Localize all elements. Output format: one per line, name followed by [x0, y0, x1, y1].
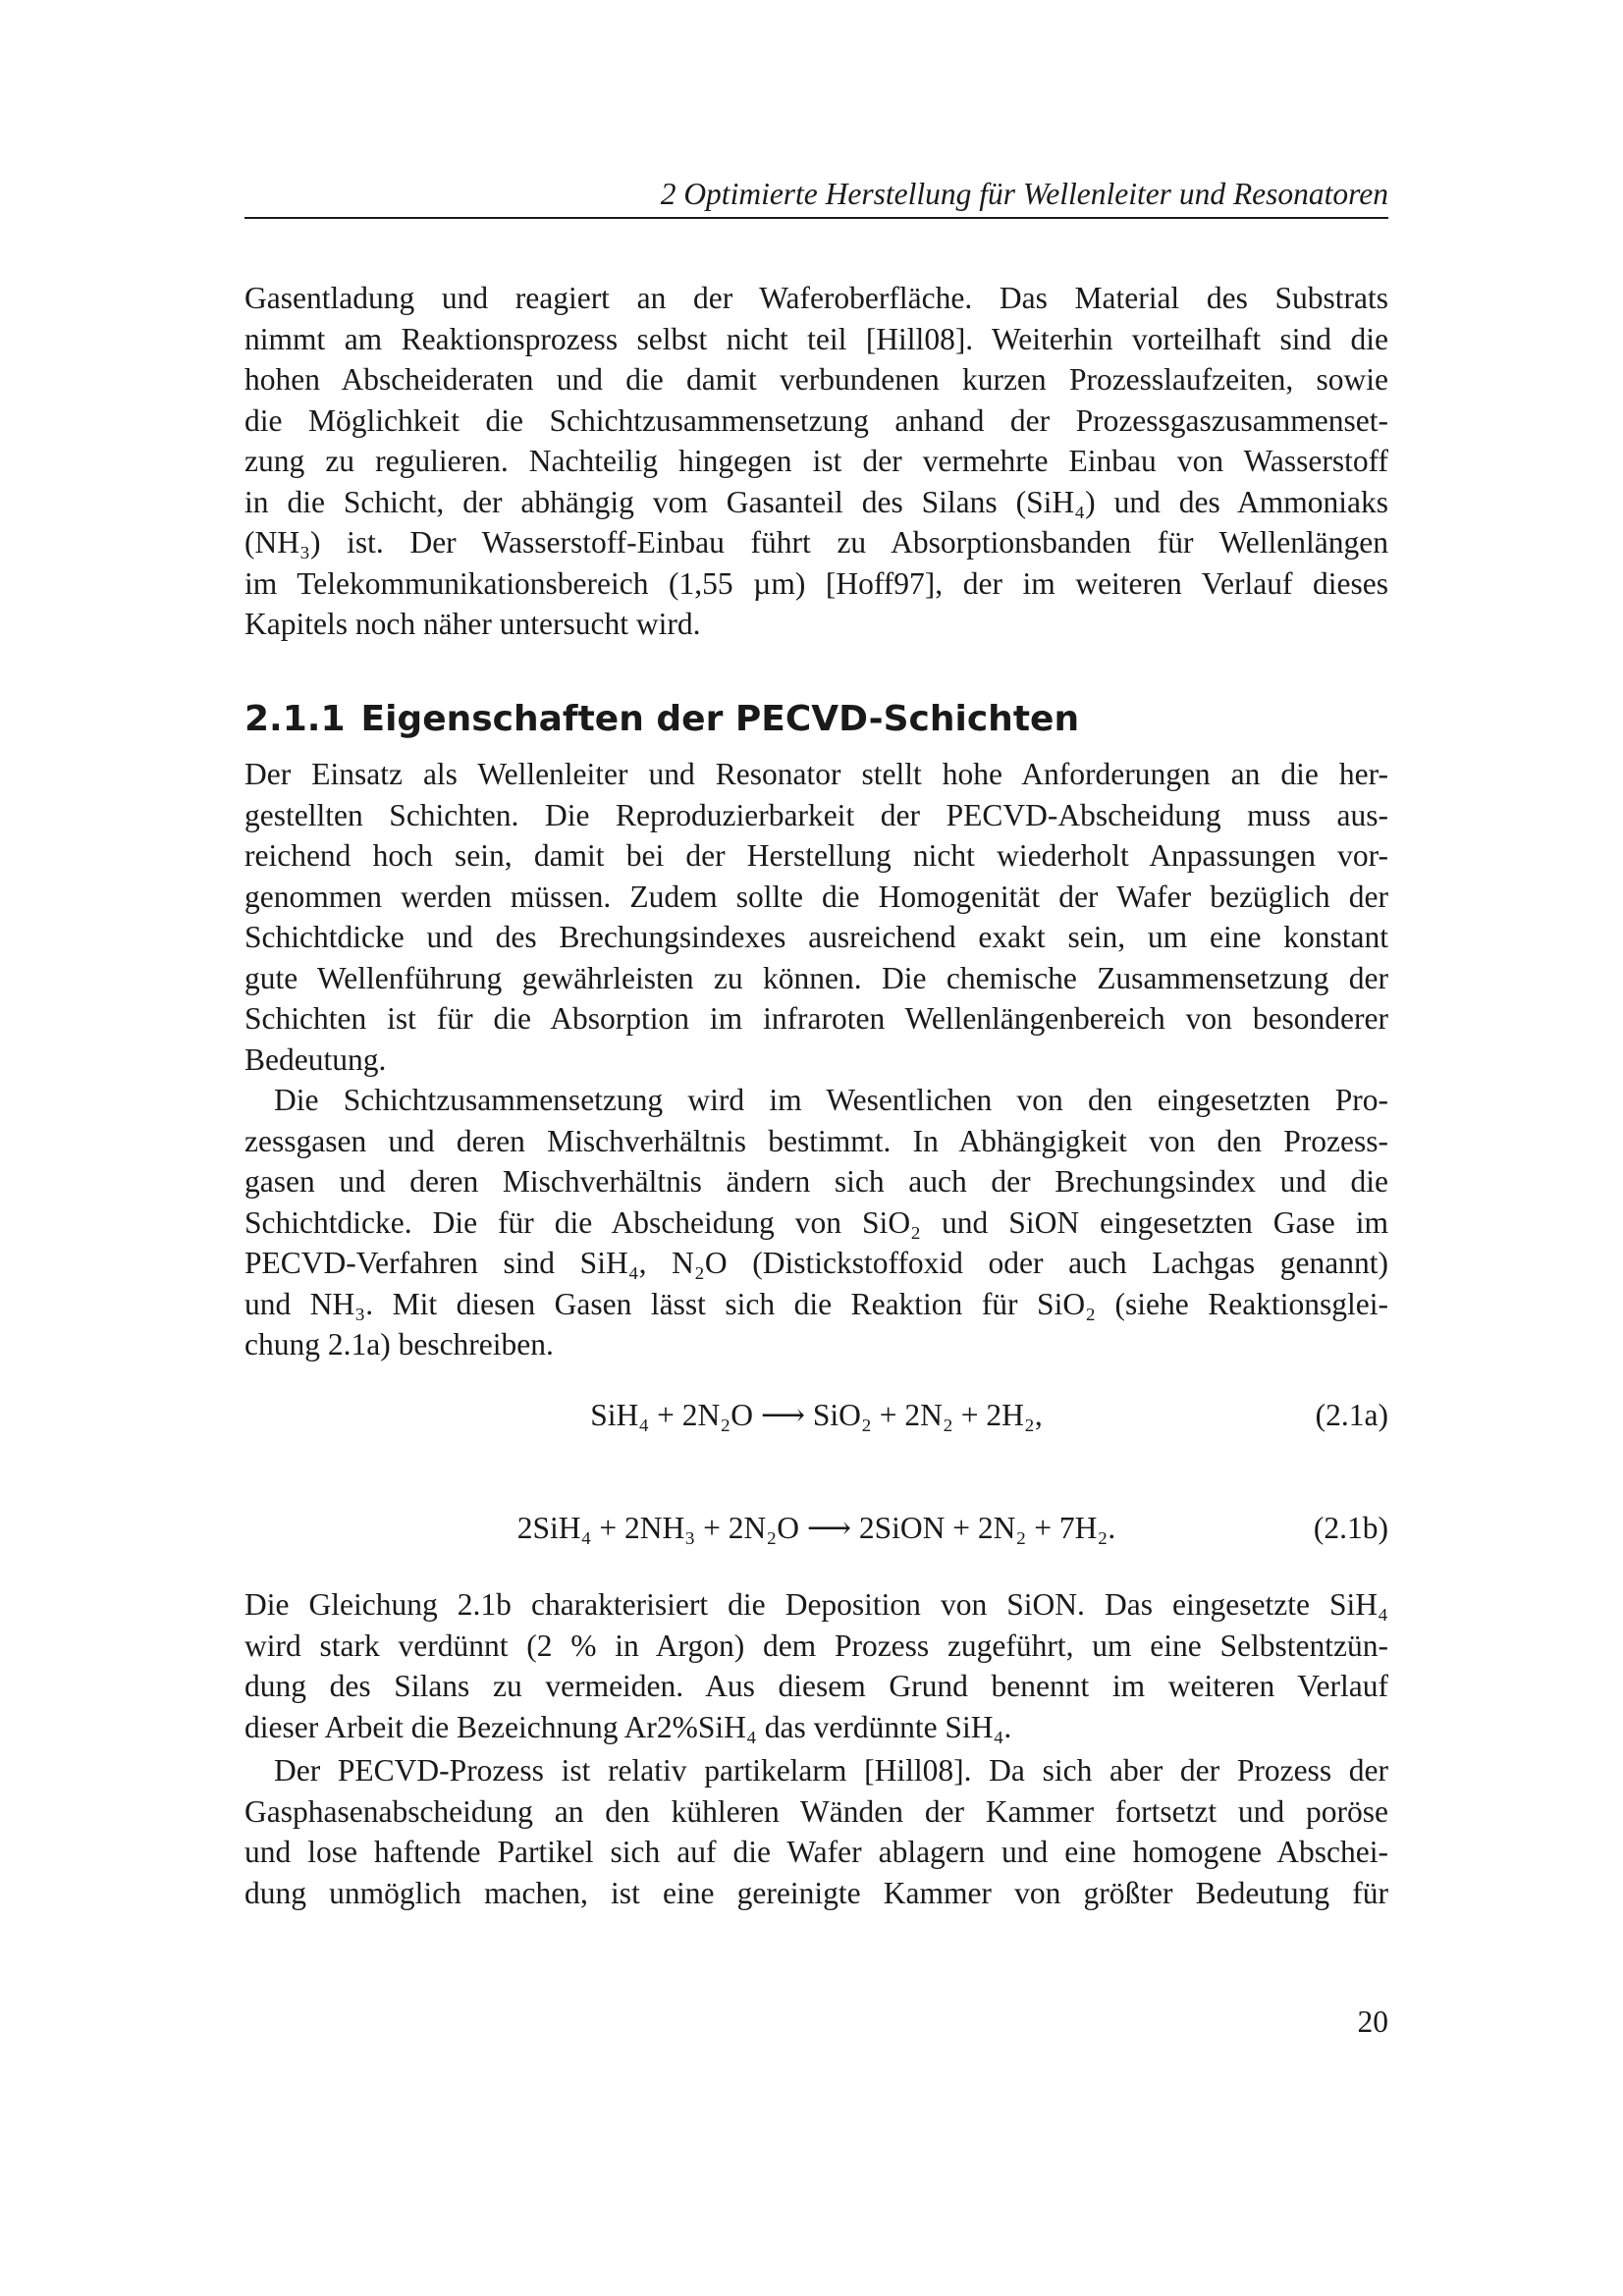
text-line: und lose haftende Partikel sich auf die Wafer ablagern und eine homogene Abschei-	[244, 1835, 1388, 1869]
text-line: nimmt am Reaktionsprozess selbst nicht teil [Hill08]. Weiterhin vorteilhaft sind die	[244, 321, 1388, 356]
section-heading	[244, 697, 1388, 742]
text-line: Schichten ist für die Absorption im infraroten Wellenlängenbereich von besonderer	[244, 1001, 1388, 1036]
paragraph-3	[244, 1080, 1388, 1365]
text-line: Bedeutung.	[244, 1041, 387, 1077]
header-rule	[244, 217, 1388, 219]
text-line: hohen Abscheideraten und die damit verbundenen kurzen Prozesslaufzeiten, sowie	[244, 362, 1388, 397]
text-line: dieser Arbeit die Bezeichnung Ar2%SiH₄ das verdünnte SiH₄.	[244, 1709, 1012, 1744]
text-line: Gasentladung und reagiert an der Waferoberfläche. Das Material des Substrats	[244, 281, 1388, 315]
equation-label: (2.1a)	[1315, 1398, 1388, 1432]
page-number: 20	[1357, 2004, 1388, 2039]
text-line: genommen werden müssen. Zudem sollte die Homogenität der Wafer bezüglich der	[244, 879, 1388, 914]
equation-expression: 2SiH₄ + 2NH₃ + 2N₂O ⟶ 2SiON + 2N₂ + 7H₂.	[516, 1511, 1116, 1545]
text-line: gute Wellenführung gewährleisten zu können. Die chemische Zusammensetzung der	[244, 960, 1388, 995]
text-line: wird stark verdünnt (2 % in Argon) dem Prozess zugeführt, um eine Selbstentzün-	[244, 1628, 1388, 1663]
text-line: Schichtdicke und des Brechungsindexes ausreichend exakt sein, um eine konstant	[244, 920, 1388, 954]
text-line: reichend hoch sein, damit bei der Herstellung nicht wiederholt Anpassungen vor-	[244, 838, 1388, 873]
text-line: in die Schicht, der abhängig vom Gasanteil des Silans (SiH₄) und des Ammoniaks	[244, 484, 1388, 519]
text-line: Gasphasenabscheidung an den kühleren Wänden der Kammer fortsetzt und poröse	[244, 1793, 1388, 1829]
paragraph-2	[244, 754, 1388, 1080]
equation-expression: SiH₄ + 2N₂O ⟶ SiO₂ + 2N₂ + 2H₂,	[590, 1398, 1043, 1432]
equation-2-1a	[244, 1394, 1388, 1437]
section-number: 2.1.1	[244, 699, 346, 739]
text-line: zung zu regulieren. Nachteilig hingegen ist der vermehrte Einbau von Wasserstoff	[244, 444, 1388, 478]
text-line: und NH₃. Mit diesen Gasen lässt sich die Reaktion für SiO₂ (siehe Reaktionsglei-	[244, 1286, 1388, 1321]
text-line: Die Schichtzusammensetzung wird im Wesentlichen von den eingesetzten Pro-	[274, 1083, 1388, 1117]
text-line: zessgasen und deren Mischverhältnis bestimmt. In Abhängigkeit von den Prozess-	[244, 1123, 1388, 1158]
intro-paragraph	[244, 278, 1388, 645]
equation-label: (2.1b)	[1313, 1511, 1388, 1545]
text-line: gestellten Schichten. Die Reproduzierbarkeit der PECVD-Abscheidung muss aus-	[244, 797, 1388, 832]
text-line: Der Einsatz als Wellenleiter und Resonator stellt hohe Anforderungen an die her-	[244, 757, 1388, 791]
paragraph-4	[244, 1584, 1388, 1747]
paragraph-5	[244, 1750, 1388, 1913]
text-line: Der PECVD-Prozess ist relativ partikelarm [Hill08]. Da sich aber der Prozess der	[274, 1753, 1388, 1788]
text-line: Kapitels noch näher untersucht wird.	[244, 607, 701, 641]
text-line: PECVD-Verfahren sind SiH₄, N₂O (Distickstoffoxid oder auch Lachgas genannt)	[244, 1246, 1388, 1280]
text-line: dung des Silans zu vermeiden. Aus diesem Grund benennt im weiteren Verlauf	[244, 1669, 1388, 1703]
text-line: Schichtdicke. Die für die Abscheidung von SiO₂ und SiON eingesetzten Gase im	[244, 1204, 1388, 1240]
text-line: die Möglichkeit die Schichtzusammensetzung anhand der Prozessgaszusammenset-	[244, 402, 1388, 438]
running-header: 2 Optimierte Herstellung für Wellenleiter und Resonatoren	[660, 177, 1388, 211]
equation-2-1b	[244, 1507, 1388, 1550]
text-line: (NH₃) ist. Der Wasserstoff-Einbau führt zu Absorptionsbanden für Wellenlängen	[244, 525, 1388, 560]
text-line: im Telekommunikationsbereich (1,55 µm) [Hoff97], der im weiteren Verlauf dieses	[244, 565, 1388, 601]
text-line: chung 2.1a) beschreiben.	[244, 1327, 554, 1362]
text-line: dung unmöglich machen, ist eine gereinigte Kammer von größter Bedeutung für	[244, 1875, 1388, 1910]
text-line: gasen und deren Mischverhältnis ändern sich auch der Brechungsindex und die	[244, 1164, 1388, 1199]
section-title: Eigenschaften der PECVD-Schichten	[360, 699, 1080, 739]
text-line: Die Gleichung 2.1b charakterisiert die Deposition von SiON. Das eingesetzte SiH₄	[244, 1587, 1388, 1622]
